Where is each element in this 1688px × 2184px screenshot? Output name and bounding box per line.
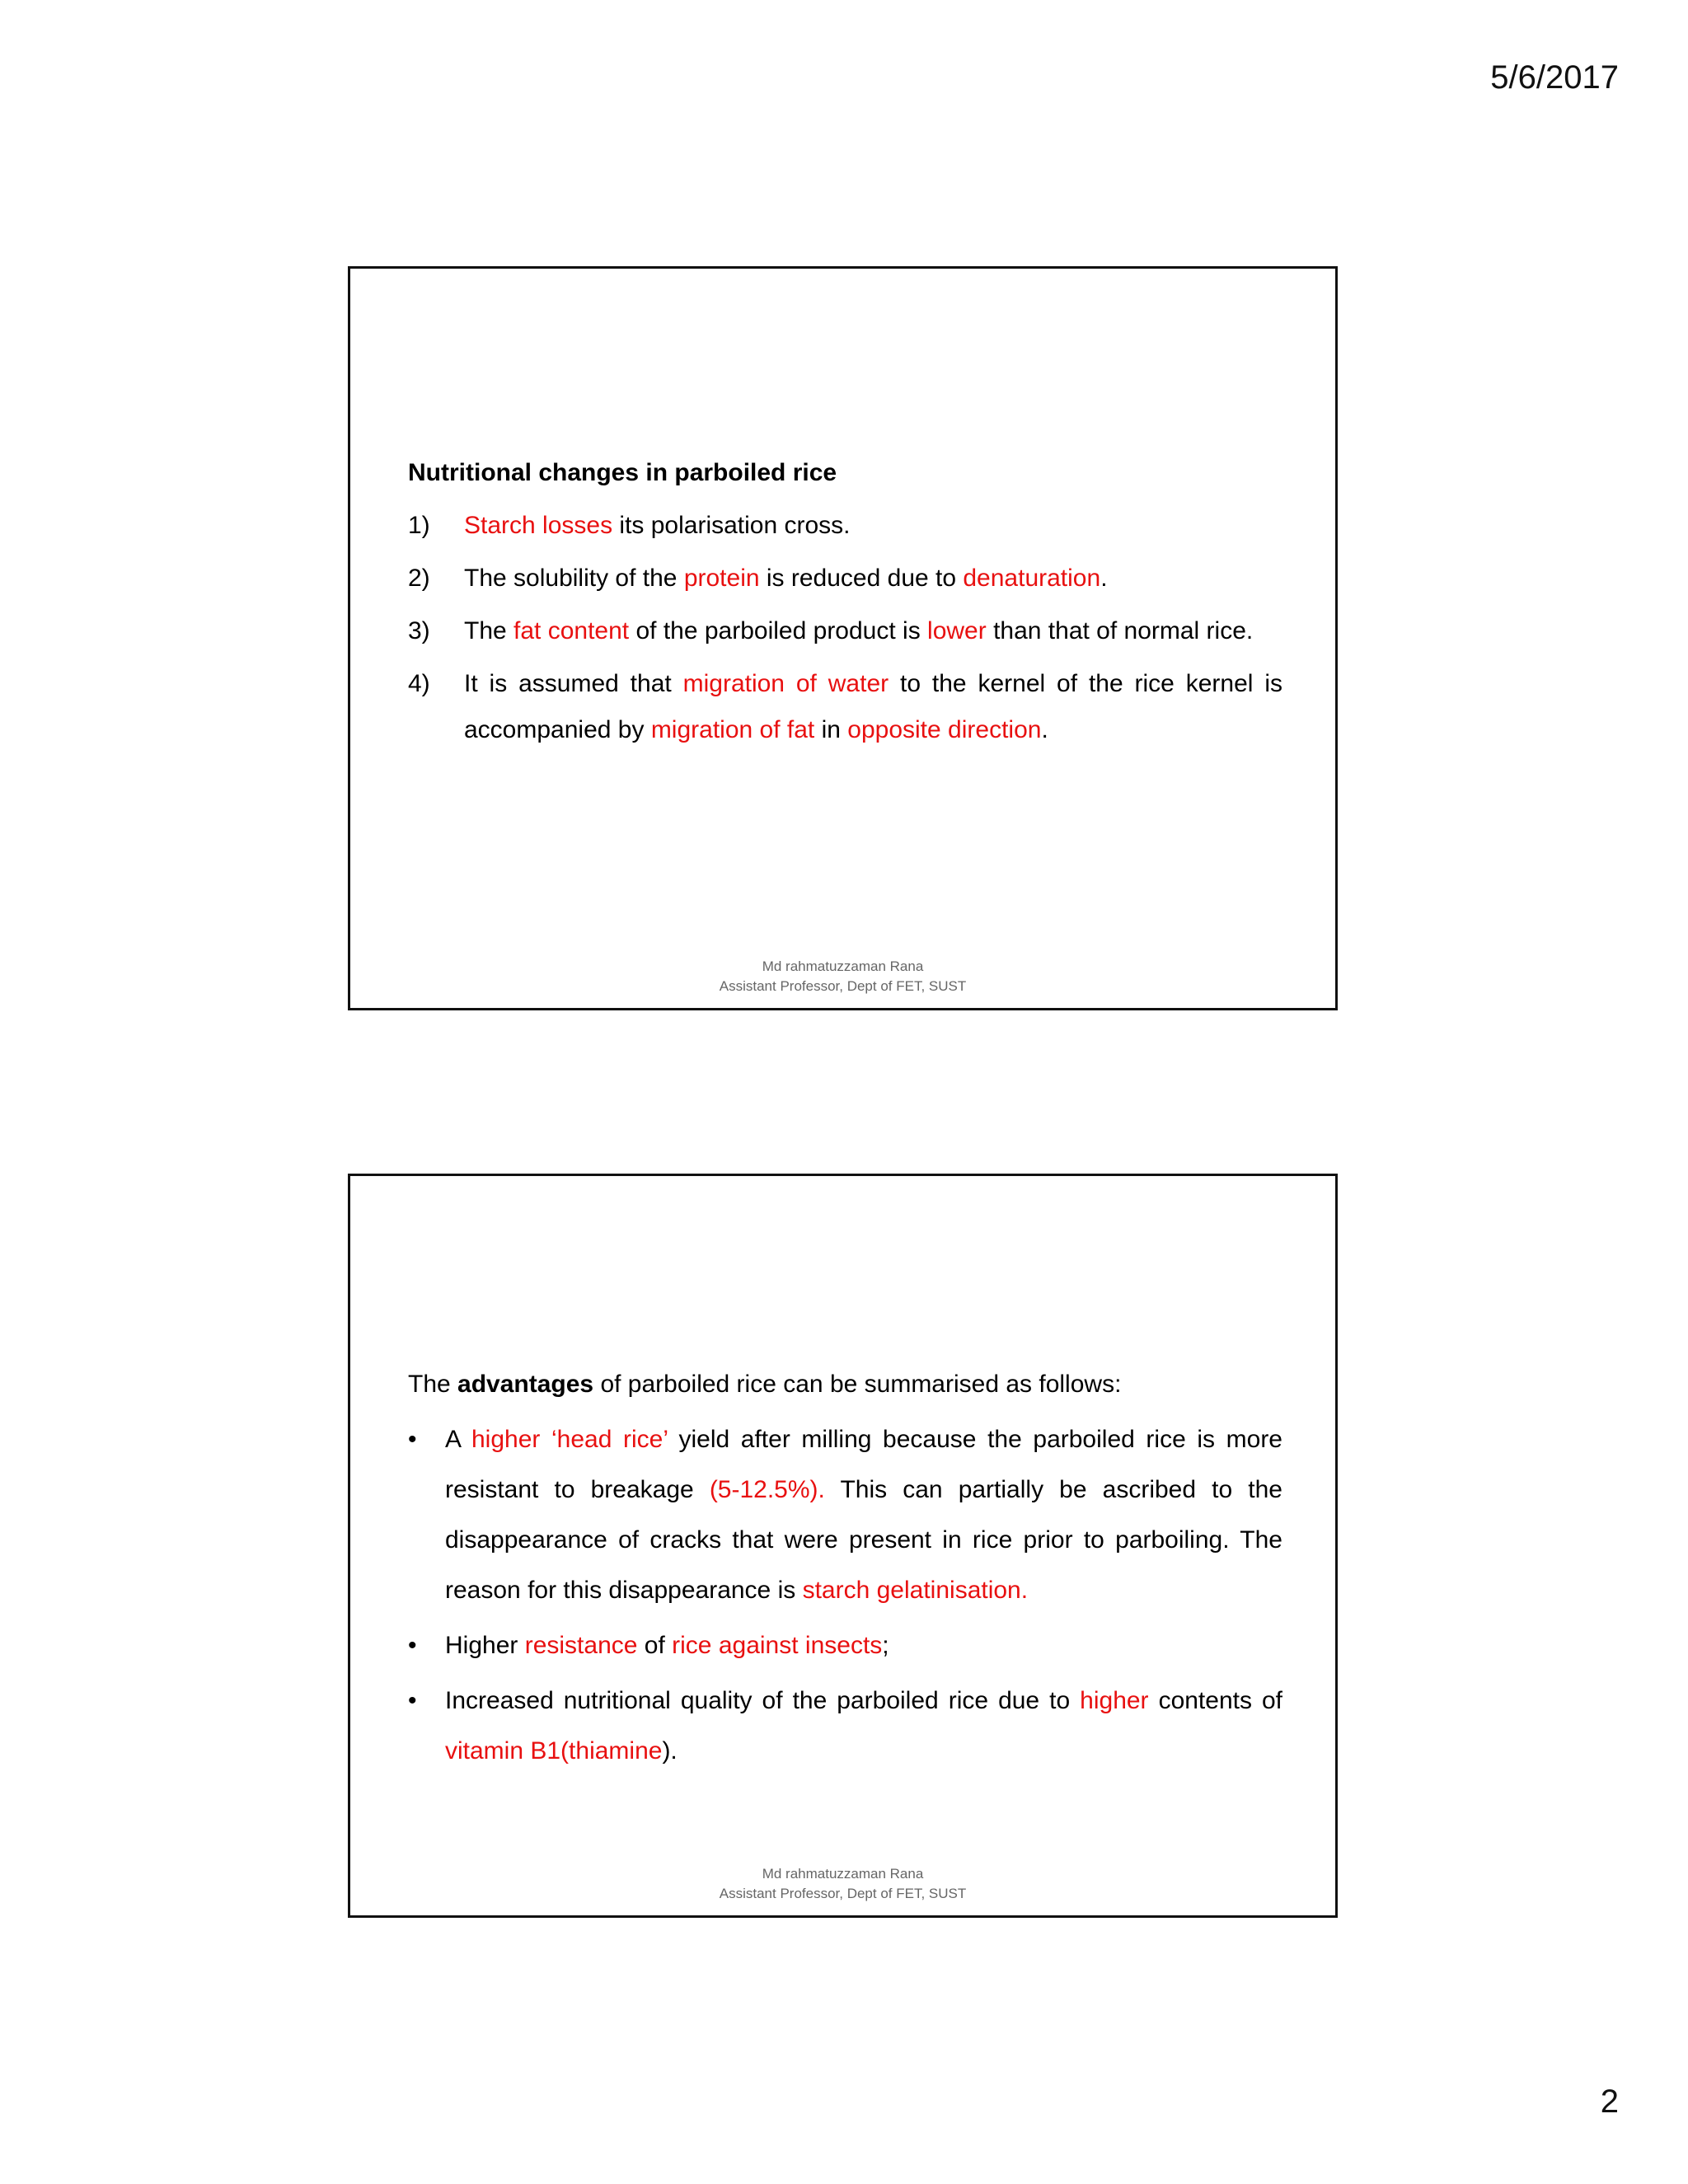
text-segment: of — [637, 1632, 673, 1659]
list-marker: 3) — [408, 617, 430, 644]
highlighted-text: protein — [683, 565, 760, 592]
text-segment: The — [464, 617, 514, 644]
list-item — [408, 503, 1282, 549]
text-segment: ; — [882, 1632, 889, 1659]
slide-footer — [350, 1864, 1335, 1904]
text-segment: A — [445, 1426, 471, 1453]
slide-content — [408, 450, 1282, 760]
slide-advantages — [348, 1174, 1338, 1918]
text-segment: Increased nutritional quality of the parboiled rice due to — [445, 1687, 1081, 1714]
list-item — [408, 608, 1282, 654]
list-marker: • — [408, 1426, 417, 1453]
list-item — [408, 1414, 1282, 1615]
list-item-text — [445, 1426, 1282, 1604]
list-item-text — [445, 1632, 889, 1659]
intro-bold-text: advantages — [457, 1371, 594, 1398]
text-segment: ). — [662, 1737, 678, 1765]
text-segment: yield after milling because the parboiled rice is more resistant to breakage — [445, 1426, 1282, 1503]
text-segment: The solubility of the — [464, 565, 684, 592]
highlighted-text: denaturation — [963, 565, 1101, 592]
list-item-text — [464, 617, 1253, 644]
author-name: Md rahmatuzzaman Rana — [762, 958, 924, 974]
text-segment: in — [814, 716, 848, 743]
highlighted-text: higher ‘head rice’ — [471, 1426, 668, 1453]
list-item — [408, 555, 1282, 602]
list-item-text — [445, 1687, 1282, 1765]
list-marker: 1) — [408, 512, 430, 539]
highlighted-text: resistance — [524, 1632, 638, 1659]
text-segment: Higher — [445, 1632, 525, 1659]
list-item-text — [464, 670, 1282, 743]
highlighted-text: opposite direction — [847, 716, 1042, 743]
highlighted-text: migration of water — [682, 670, 889, 697]
text-segment: its polarisation cross. — [612, 512, 851, 539]
text-segment: contents of — [1148, 1687, 1282, 1714]
highlighted-text: lower — [927, 617, 987, 644]
list-marker: • — [408, 1687, 417, 1714]
slide-title: Nutritional changes in parboiled rice — [408, 459, 837, 486]
text-segment: is reduced due to — [759, 565, 964, 592]
list-marker: 4) — [408, 670, 430, 697]
highlighted-text: rice against insects — [672, 1632, 883, 1659]
highlighted-text: (5-12.5%). — [709, 1476, 825, 1503]
slide-content — [408, 1361, 1282, 1781]
text-segment: of the parboiled product is — [629, 617, 928, 644]
numbered-list — [408, 503, 1282, 753]
list-marker: 2) — [408, 565, 430, 592]
intro-text: of parboiled rice can be summarised as follows: — [593, 1371, 1122, 1398]
list-item-text — [464, 565, 1108, 592]
text-segment: It is assumed that — [464, 670, 683, 697]
author-name: Md rahmatuzzaman Rana — [762, 1866, 924, 1882]
highlighted-text: migration of fat — [650, 716, 815, 743]
bullet-list — [408, 1414, 1282, 1776]
highlighted-text: fat content — [513, 617, 630, 644]
text-segment: . — [1100, 565, 1108, 592]
list-item — [408, 1675, 1282, 1776]
slide-nutritional-changes — [348, 266, 1338, 1010]
page-date: 5/6/2017 — [1490, 59, 1619, 96]
list-item — [408, 661, 1282, 753]
author-affiliation: Assistant Professor, Dept of FET, SUST — [719, 978, 967, 994]
slide-intro — [408, 1361, 1282, 1408]
highlighted-text: Starch losses — [464, 512, 613, 539]
text-segment: to the kernel of the rice kernel is accompanied by — [464, 670, 1282, 743]
highlighted-text: starch gelatinisation. — [802, 1577, 1029, 1604]
author-affiliation: Assistant Professor, Dept of FET, SUST — [719, 1886, 967, 1901]
highlighted-text: vitamin B1(thiamine — [445, 1737, 663, 1765]
text-segment: than that of normal rice. — [986, 617, 1254, 644]
text-segment: This can partially be ascribed to the disappearance of cracks that were present in rice prior to parboiling. The reason for this disappearance is — [445, 1476, 1282, 1604]
page-number: 2 — [1600, 2083, 1619, 2120]
list-item — [408, 1620, 1282, 1671]
list-item-text — [464, 512, 851, 539]
intro-text: The — [408, 1371, 458, 1398]
highlighted-text: higher — [1080, 1687, 1149, 1714]
list-marker: • — [408, 1632, 417, 1659]
text-segment: . — [1041, 716, 1048, 743]
slide-footer — [350, 957, 1335, 996]
